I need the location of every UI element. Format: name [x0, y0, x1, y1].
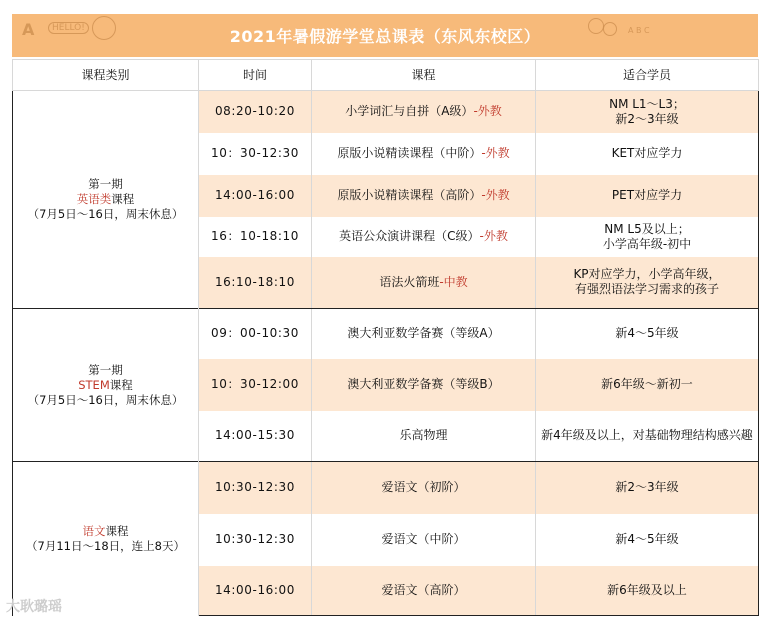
category-cell [13, 91, 199, 309]
course-name: 小学词汇与自拼（A级） [345, 104, 474, 119]
audience-cell: 新6年级～新初一 [536, 359, 759, 411]
course-name: 原版小说精读课程（高阶） [337, 188, 482, 202]
audience-line: KP对应学力，小学高年级， [573, 267, 721, 282]
table-row [13, 462, 759, 514]
hello-doodle-icon: HELLO! [48, 22, 89, 34]
time-cell: 16:10-18:10 [199, 257, 312, 309]
category-cell [13, 309, 199, 462]
title-bar [12, 14, 758, 57]
category-highlight: 英语类 [76, 192, 112, 206]
teacher-tag: -外教 [481, 188, 510, 202]
course-cell: 爱语文（中阶） [312, 514, 536, 566]
page-title: 2021年暑假游学堂总课表（东风东校区） [229, 27, 541, 46]
course-cell [312, 217, 536, 257]
time-cell: 16：10-18:10 [199, 217, 312, 257]
audience-cell: KET对应学力 [536, 133, 759, 175]
category-period: 第一期 [88, 177, 123, 191]
time-cell: 10:30-12:30 [199, 462, 312, 514]
category-period: 第一期 [88, 362, 123, 377]
audience-cell: 新4年级及以上，对基础物理结构感兴趣 [536, 411, 759, 462]
category-suffix: 课程 [109, 377, 133, 392]
time-cell: 14:00-16:00 [199, 566, 312, 616]
header-category: 课程类别 [13, 60, 199, 91]
audience-cell: PET对应学力 [536, 175, 759, 217]
course-cell: 爱语文（初阶） [312, 462, 536, 514]
header-audience: 适合学员 [536, 60, 759, 91]
audience-cell: 新2～3年级 [536, 462, 759, 514]
header-course: 课程 [312, 60, 536, 91]
header-row [13, 60, 759, 91]
course-cell: 澳大利亚数学备赛（等级B） [312, 359, 536, 411]
face-doodle-icon [92, 16, 116, 40]
audience-line-2: 有强烈语法学习需求的孩子 [574, 282, 719, 297]
course-name: 英语公众演讲课程（C级） [339, 229, 480, 243]
course-name: 原版小说精读课程（中阶） [337, 146, 482, 160]
category-dates: （7月5日～16日，周末休息） [27, 207, 184, 221]
course-cell [312, 175, 536, 217]
abc-doodle-icon: A B C [628, 26, 650, 35]
audience-line-2: 小学高年级-初中 [602, 236, 692, 251]
course-cell: 乐高物理 [312, 411, 536, 462]
audience-line: NM L5及以上； [604, 221, 690, 236]
time-cell: 14:00-15:30 [199, 411, 312, 462]
teacher-tag: -外教 [479, 229, 508, 243]
time-cell: 10：30-12:00 [199, 359, 312, 411]
schedule-body [13, 91, 759, 616]
time-cell: 08:20-10:20 [199, 91, 312, 133]
category-suffix: 课程 [111, 192, 135, 206]
schedule-table [12, 59, 759, 616]
teacher-tag: -中教 [439, 274, 468, 289]
category-dates: （7月11日～18日，连上8天） [26, 538, 185, 553]
course-cell: 澳大利亚数学备赛（等级A） [312, 309, 536, 359]
header-time: 时间 [199, 60, 312, 91]
category-dates: （7月5日～16日，周末休息） [27, 392, 184, 407]
table-row [13, 309, 759, 359]
time-cell: 10:30-12:30 [199, 514, 312, 566]
course-cell [312, 91, 536, 133]
table-row [13, 91, 759, 133]
balloon-doodle-icon [588, 18, 604, 34]
letter-a-doodle-icon: A [22, 20, 35, 39]
audience-cell [536, 91, 759, 133]
course-cell [312, 257, 536, 309]
time-cell: 09：00-10:30 [199, 309, 312, 359]
audience-cell: 新4～5年级 [536, 309, 759, 359]
category-suffix: 课程 [105, 523, 129, 538]
category-highlight: STEM [78, 377, 110, 392]
teacher-tag: -外教 [481, 146, 510, 160]
time-cell: 14:00-16:00 [199, 175, 312, 217]
category-cell [13, 462, 199, 616]
time-cell: 10：30-12:30 [199, 133, 312, 175]
teacher-tag: -外教 [473, 104, 502, 119]
audience-cell: 新4～5年级 [536, 514, 759, 566]
category-highlight: 语文 [82, 523, 106, 538]
audience-line-2: 新2～3年级 [615, 111, 679, 126]
course-cell [312, 133, 536, 175]
course-name: 语法火箭班 [379, 274, 440, 289]
audience-cell: 新6年级及以上 [536, 566, 759, 616]
audience-line: NM L1～L3； [609, 96, 685, 111]
audience-cell [536, 257, 759, 309]
balloon-doodle-icon-2 [603, 22, 617, 36]
audience-cell [536, 217, 759, 257]
watermark-logo: 大耿璐瑶 [6, 599, 62, 615]
course-cell: 爱语文（高阶） [312, 566, 536, 616]
